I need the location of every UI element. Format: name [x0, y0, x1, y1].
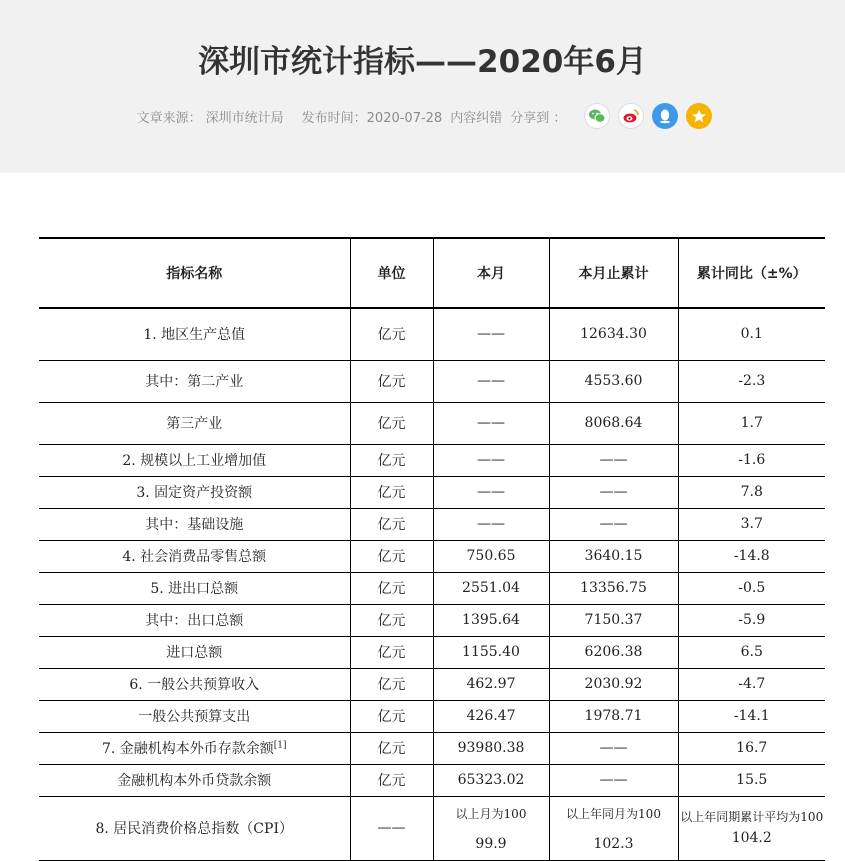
row-unit: 亿元 — [350, 668, 433, 700]
cpi-cumulative-basis: 以上年同月为100 — [566, 806, 661, 821]
row-name: 金融机构本外币贷款余额 — [39, 764, 350, 796]
source-label — [137, 107, 284, 126]
col-header-cumulative: 本月止累计 — [549, 238, 678, 308]
row-month: —— — [433, 402, 549, 444]
source-text: 深圳市统计局 — [205, 110, 284, 126]
col-header-yoy: 累计同比（±%） — [678, 238, 825, 308]
row-yoy: -2.3 — [678, 360, 825, 402]
row-unit: 亿元 — [350, 308, 433, 360]
source-label-text: 文章来源： — [136, 110, 202, 126]
row-yoy: 6.5 — [678, 636, 825, 668]
table-row — [39, 572, 825, 604]
row-cumulative: 6206.38 — [549, 636, 678, 668]
row-name: 6. 一般公共预算收入 — [39, 668, 350, 700]
qzone-star-icon[interactable] — [686, 103, 712, 129]
table-row — [39, 604, 825, 636]
table-row — [39, 402, 825, 444]
row-unit: 亿元 — [350, 444, 433, 476]
row-yoy: -1.6 — [678, 444, 825, 476]
row-month: 1155.40 — [433, 636, 549, 668]
wechat-icon[interactable] — [584, 103, 610, 129]
row-cumulative: 12634.30 — [549, 308, 678, 360]
table-row — [39, 700, 825, 732]
row-cumulative: —— — [549, 764, 678, 796]
row-cumulative: 7150.37 — [549, 604, 678, 636]
row-month: 462.97 — [433, 668, 549, 700]
row-cumulative — [549, 796, 678, 860]
row-name: 其中：基础设施 — [39, 508, 350, 540]
cpi-yoy-value: 104.2 — [731, 830, 772, 846]
article-header — [0, 0, 845, 173]
row-yoy: 16.7 — [678, 732, 825, 764]
row-name — [39, 732, 350, 764]
row-yoy: 1.7 — [678, 402, 825, 444]
row-name: 第三产业 — [39, 402, 350, 444]
row-unit: 亿元 — [350, 732, 433, 764]
share-icons — [576, 103, 712, 129]
qq-icon[interactable] — [652, 103, 678, 129]
row-name: 3. 固定资产投资额 — [39, 476, 350, 508]
table-row — [39, 508, 825, 540]
row-month: —— — [433, 476, 549, 508]
row-unit: 亿元 — [350, 764, 433, 796]
row-unit: 亿元 — [350, 604, 433, 636]
row-month: 65323.02 — [433, 764, 549, 796]
row-month: 750.65 — [433, 540, 549, 572]
statistics-table — [39, 237, 825, 861]
row-month — [433, 796, 549, 860]
row-yoy: -14.1 — [678, 700, 825, 732]
table-row — [39, 668, 825, 700]
row-unit: 亿元 — [350, 476, 433, 508]
table-row-cpi — [39, 796, 825, 860]
correction-link[interactable]: 内容纠错 — [450, 110, 503, 126]
row-name: 其中：第二产业 — [39, 360, 350, 402]
row-cumulative: —— — [549, 508, 678, 540]
cpi-yoy-basis: 以上年同期累计平均为100 — [680, 810, 824, 824]
row-cumulative: —— — [549, 444, 678, 476]
row-name: 进口总额 — [39, 636, 350, 668]
table-header-row — [39, 238, 825, 308]
row-cumulative: 4553.60 — [549, 360, 678, 402]
publish-time-value: 2020-07-28 — [366, 110, 443, 126]
col-header-month: 本月 — [433, 238, 549, 308]
table-row — [39, 444, 825, 476]
row-unit: 亿元 — [350, 572, 433, 604]
row-month: —— — [433, 508, 549, 540]
article-meta — [0, 102, 845, 130]
col-header-unit: 单位 — [350, 238, 433, 308]
col-header-name: 指标名称 — [39, 238, 350, 308]
row-month: 93980.38 — [433, 732, 549, 764]
row-cumulative: 1978.71 — [549, 700, 678, 732]
row-unit: 亿元 — [350, 700, 433, 732]
row-yoy: -0.5 — [678, 572, 825, 604]
publish-label: 发布时间： — [301, 110, 367, 126]
table-row — [39, 636, 825, 668]
row-yoy: -14.8 — [678, 540, 825, 572]
row-yoy: 0.1 — [678, 308, 825, 360]
row-unit: —— — [350, 796, 433, 860]
row-cumulative: —— — [549, 732, 678, 764]
row-unit: 亿元 — [350, 540, 433, 572]
row-name: 2. 规模以上工业增加值 — [39, 444, 350, 476]
row-month: —— — [433, 308, 549, 360]
table-row — [39, 308, 825, 360]
row-cumulative: 3640.15 — [549, 540, 678, 572]
row-yoy: 7.8 — [678, 476, 825, 508]
table-row — [39, 732, 825, 764]
row-cumulative: 8068.64 — [549, 402, 678, 444]
row-name: 4. 社会消费品零售总额 — [39, 540, 350, 572]
row-yoy: 15.5 — [678, 764, 825, 796]
row-month: —— — [433, 360, 549, 402]
row-cumulative: 13356.75 — [549, 572, 678, 604]
row-unit: 亿元 — [350, 360, 433, 402]
table-row — [39, 764, 825, 796]
footnote-ref[interactable]: [1] — [273, 740, 287, 751]
row-yoy — [678, 796, 825, 860]
cpi-cumulative-value: 102.3 — [593, 835, 634, 852]
row-yoy: -5.9 — [678, 604, 825, 636]
row-month: 2551.04 — [433, 572, 549, 604]
weibo-icon[interactable] — [618, 103, 644, 129]
row-name: 5. 进出口总额 — [39, 572, 350, 604]
table-row — [39, 540, 825, 572]
row-unit: 亿元 — [350, 508, 433, 540]
row-name: 1. 地区生产总值 — [39, 308, 350, 360]
row-month: —— — [433, 444, 549, 476]
publish-time — [302, 107, 443, 126]
row-yoy: 3.7 — [678, 508, 825, 540]
row-yoy: -4.7 — [678, 668, 825, 700]
page-title: 深圳市统计指标——2020年6月 — [198, 44, 647, 80]
table-row — [39, 360, 825, 402]
cpi-month-value: 99.9 — [475, 835, 507, 852]
row-name: 8. 居民消费价格总指数（CPI） — [39, 796, 350, 860]
row-month: 426.47 — [433, 700, 549, 732]
share-label: 分享到 ： — [510, 110, 567, 126]
row-unit: 亿元 — [350, 636, 433, 668]
table-row — [39, 476, 825, 508]
row-name: 其中：出口总额 — [39, 604, 350, 636]
row-cumulative: —— — [549, 476, 678, 508]
row-month: 1395.64 — [433, 604, 549, 636]
row-name-text: 7. 金融机构本外币存款余额 — [101, 741, 274, 757]
row-cumulative: 2030.92 — [549, 668, 678, 700]
row-unit: 亿元 — [350, 402, 433, 444]
cpi-month-basis: 以上月为100 — [455, 806, 527, 821]
row-name: 一般公共预算支出 — [39, 700, 350, 732]
